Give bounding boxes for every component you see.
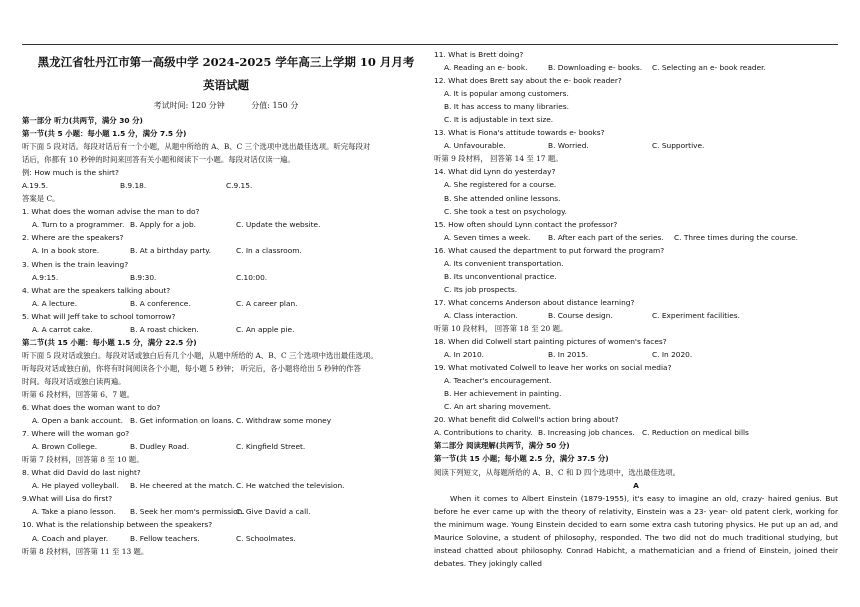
- material-9-note: 听第 9 段材料， 回答第 14 至 17 题。: [434, 154, 563, 164]
- option-a: A. Take a piano lesson.: [32, 507, 116, 517]
- option-c: C. Withdraw some money: [236, 416, 332, 426]
- question-17-options: [434, 309, 838, 322]
- question-15: 15. How often should Lynn contact the professor?: [434, 219, 618, 229]
- option-a: A. A lecture.: [32, 298, 78, 308]
- option-b: B. She attended online lessons.: [444, 193, 561, 203]
- question-5: 5. What will Jeff take to school tomorrow?: [22, 311, 176, 321]
- option-c: C. In a classroom.: [236, 246, 302, 256]
- section2-instruction-2: 听每段对话或独白前，你将有时间阅读各个小题，每小题 5 秒钟； 听完后，各小题将给出 5 秒钟的作答: [22, 363, 361, 373]
- option-a: A. She registered for a course.: [444, 180, 557, 190]
- question-2: 2. Where are the speakers?: [22, 233, 124, 243]
- question-20-options: [434, 426, 838, 439]
- question-2-options: [22, 244, 430, 257]
- option-c: C. A career plan.: [236, 298, 298, 308]
- question-3-options: [22, 271, 430, 284]
- option-b: B. Its unconventional practice.: [444, 271, 557, 281]
- option-b: B. A roast chicken.: [130, 324, 199, 334]
- option-c: C. He watched the television.: [236, 481, 345, 491]
- option-c: C.9.15.: [226, 181, 253, 191]
- option-c: C. In 2020.: [652, 350, 693, 360]
- question-1-options: [22, 218, 430, 231]
- option-c: C. Experiment facilities.: [652, 310, 740, 320]
- option-a: A. Coach and player.: [32, 533, 109, 543]
- question-10-options: [22, 532, 430, 545]
- question-4-options: [22, 297, 430, 310]
- option-a: A. Turn to a programmer.: [32, 220, 125, 230]
- option-a: A. Its convenient transportation.: [444, 258, 564, 268]
- option-c: C.10:00.: [236, 272, 268, 282]
- option-a: A. Class interaction.: [444, 310, 518, 320]
- question-17: 17. What concerns Anderson about distance learning?: [434, 297, 635, 307]
- option-c: C. Supportive.: [652, 141, 705, 151]
- option-c: C. An apple pie.: [236, 324, 295, 334]
- option-c: C. Update the website.: [236, 220, 321, 230]
- option-c: C. Three times during the course.: [674, 232, 798, 242]
- option-c: C. Reduction on medical bills: [642, 428, 749, 438]
- option-a: A. He played volleyball.: [32, 481, 119, 491]
- option-b: B. Get information on loans.: [130, 416, 234, 426]
- section2-instruction-3: 时间。每段对话或独白读两遍。: [22, 376, 126, 386]
- passage-a-text: When it comes to Albert Einstein (1879-1955), it's easy to imagine an old, crazy- haired genius. But before he ever came up with the theory of relativity, Einstein was a 23- year- old patent clerk, working for the minimum wage. Young Einstein decided to earn some extra cash tutoring physics. He put up an ad, and Maurice Solovine, a student of philosophy, responded. The two did not do much traditional studying, but instead chatted about philosophy. Conrad Habicht, a mathematician and a friend of Einstein, joined their debates. They jokingly called: [434, 493, 838, 568]
- option-b: B. Her achievement in painting.: [444, 389, 562, 399]
- question-12: 12. What does Brett say about the e- book reader?: [434, 76, 622, 86]
- option-a: A. Teacher's encouragement.: [444, 376, 552, 386]
- example-answer: 答案是 C。: [22, 194, 60, 204]
- option-c: C. Its job prospects.: [444, 284, 518, 294]
- question-18-options: [434, 348, 838, 361]
- exam-subtitle: 英语试题: [203, 78, 249, 92]
- option-a: A. It is popular among customers.: [444, 89, 569, 99]
- question-11: 11. What is Brett doing?: [434, 50, 524, 59]
- option-b: B. Increasing job chances.: [538, 428, 635, 438]
- option-b: B. Course design.: [548, 310, 613, 320]
- question-9: 9.What will Lisa do first?: [22, 494, 113, 504]
- option-a: A. A carrot cake.: [32, 324, 93, 334]
- top-rule: [22, 44, 838, 45]
- example-question: 例: How much is the shirt?: [22, 168, 119, 178]
- question-7: 7. Where will the woman go?: [22, 429, 130, 439]
- exam-score: 分值: 150 分: [251, 101, 299, 110]
- question-16: 16. What caused the department to put forward the program?: [434, 245, 665, 255]
- part2-heading: 第二部分 阅读理解(共两节，满分 50 分): [434, 441, 570, 451]
- option-b: B. It has access to many libraries.: [444, 102, 569, 112]
- option-a: A. Seven times a week.: [444, 232, 531, 242]
- section1-heading: 第一节(共 5 小题：每小题 1.5 分，满分 7.5 分): [22, 129, 187, 139]
- example-options: [22, 179, 430, 192]
- option-b: B.9:30.: [130, 272, 157, 282]
- option-c: C. It is adjustable in text size.: [444, 115, 554, 125]
- reading-instruction: 阅读下列短文，从每题所给的 A、B、C 和 D 四个选项中，选出最佳选项。: [434, 467, 681, 477]
- exam-title: 黑龙江省牡丹江市第一高级中学 2024-2025 学年高三上学期 10 月月考: [37, 55, 415, 69]
- passage-label: A: [633, 480, 639, 490]
- option-c: C. Kingfield Street.: [236, 442, 306, 452]
- right-column: [434, 48, 838, 570]
- option-a: A. In a book store.: [32, 246, 100, 256]
- material-6-note: 听第 6 段材料，回答第 6、7 题。: [22, 389, 135, 399]
- option-b: B. A conference.: [130, 298, 191, 308]
- option-b: B. Downloading e- books.: [548, 63, 643, 73]
- question-19: 19. What motivated Colwell to leave her works on social media?: [434, 363, 672, 373]
- question-15-options: [434, 231, 838, 244]
- option-a: A. Unfavourable.: [444, 141, 506, 151]
- section1-instruction-1: 听下面 5 段对话。每段对话后有一个小题，从题中所给的 A、B、C 三个选项中选出最佳选项。听完每段对: [22, 142, 371, 152]
- material-7-note: 听第 7 段材料，回答第 8 至 10 题。: [22, 455, 144, 465]
- question-20: 20. What benefit did Colwell's action bring about?: [434, 415, 619, 425]
- question-13: 13. What is Fiona's attitude towards e- books?: [434, 128, 605, 138]
- option-b: B. Apply for a job.: [130, 220, 196, 230]
- option-c: C. Schoolmates.: [236, 533, 296, 543]
- question-10: 10. What is the relationship between the speakers?: [22, 520, 213, 530]
- option-b: B. Dudley Road.: [130, 442, 190, 452]
- option-b: B.9.18.: [120, 181, 147, 191]
- part1-heading: 第一部分 听力(共两节，满分 30 分): [22, 116, 143, 125]
- section1-instruction-2: 话后，你都有 10 秒钟的时间来回答有关小题和阅读下一小题。每段对话仅读一遍。: [22, 155, 295, 165]
- option-b: B. Worried.: [548, 141, 589, 151]
- option-c: C. She took a test on psychology.: [444, 206, 567, 216]
- option-a: A.19.5.: [22, 181, 49, 191]
- option-a: A. Brown College.: [32, 442, 98, 452]
- question-8-options: [22, 479, 430, 492]
- question-13-options: [434, 139, 838, 152]
- exam-meta: [22, 100, 430, 112]
- left-column: [22, 48, 430, 558]
- option-a: A. Contributions to charity.: [434, 428, 533, 438]
- question-6-options: [22, 414, 430, 427]
- section2-heading: 第二节(共 15 小题：每小题 1.5 分，满分 22.5 分): [22, 337, 197, 347]
- question-8: 8. What did David do last night?: [22, 468, 141, 478]
- reading-section1-heading: 第一节(共 15 小题；每小题 2.5 分，满分 37.5 分): [434, 454, 609, 464]
- option-c: C. Selecting an e- book reader.: [652, 63, 766, 73]
- question-6: 6. What does the woman want to do?: [22, 403, 161, 413]
- option-a: A. Open a bank account.: [32, 416, 123, 426]
- question-9-options: [22, 505, 430, 518]
- question-18: 18. When did Colwell start painting pictures of women's faces?: [434, 337, 667, 347]
- question-1: 1. What does the woman advise the man to do?: [22, 207, 200, 217]
- exam-time: 考试时间: 120 分钟: [153, 101, 225, 110]
- option-b: B. Seek her mom's permission.: [130, 507, 245, 517]
- option-c: C. An art sharing movement.: [444, 402, 551, 412]
- question-4: 4. What are the speakers talking about?: [22, 285, 171, 295]
- option-b: B. At a birthday party.: [130, 246, 211, 256]
- option-a: A. In 2010.: [444, 350, 484, 360]
- option-c: C. Give David a call.: [236, 507, 311, 517]
- question-7-options: [22, 440, 430, 453]
- option-b: B. After each part of the series.: [548, 232, 664, 242]
- option-a: A.9:15.: [32, 272, 59, 282]
- question-3: 3. When is the train leaving?: [22, 259, 129, 269]
- question-14: 14. What did Lynn do yesterday?: [434, 167, 556, 177]
- material-8-note: 听第 8 段材料，回答第 11 至 13 题。: [22, 546, 149, 556]
- option-b: B. He cheered at the match.: [130, 481, 235, 491]
- question-5-options: [22, 323, 430, 336]
- section2-instruction-1: 听下面 5 段对话或独白。每段对话或独白后有几个小题，从题中所给的 A、B、C 三个选项中选出最佳选项。: [22, 350, 378, 360]
- material-10-note: 听第 10 段材料， 回答第 18 至 20 题。: [434, 323, 568, 333]
- option-a: A. Reading an e- book.: [444, 63, 528, 73]
- option-b: B. Fellow teachers.: [130, 533, 200, 543]
- option-b: B. In 2015.: [548, 350, 589, 360]
- question-11-options: [434, 61, 838, 74]
